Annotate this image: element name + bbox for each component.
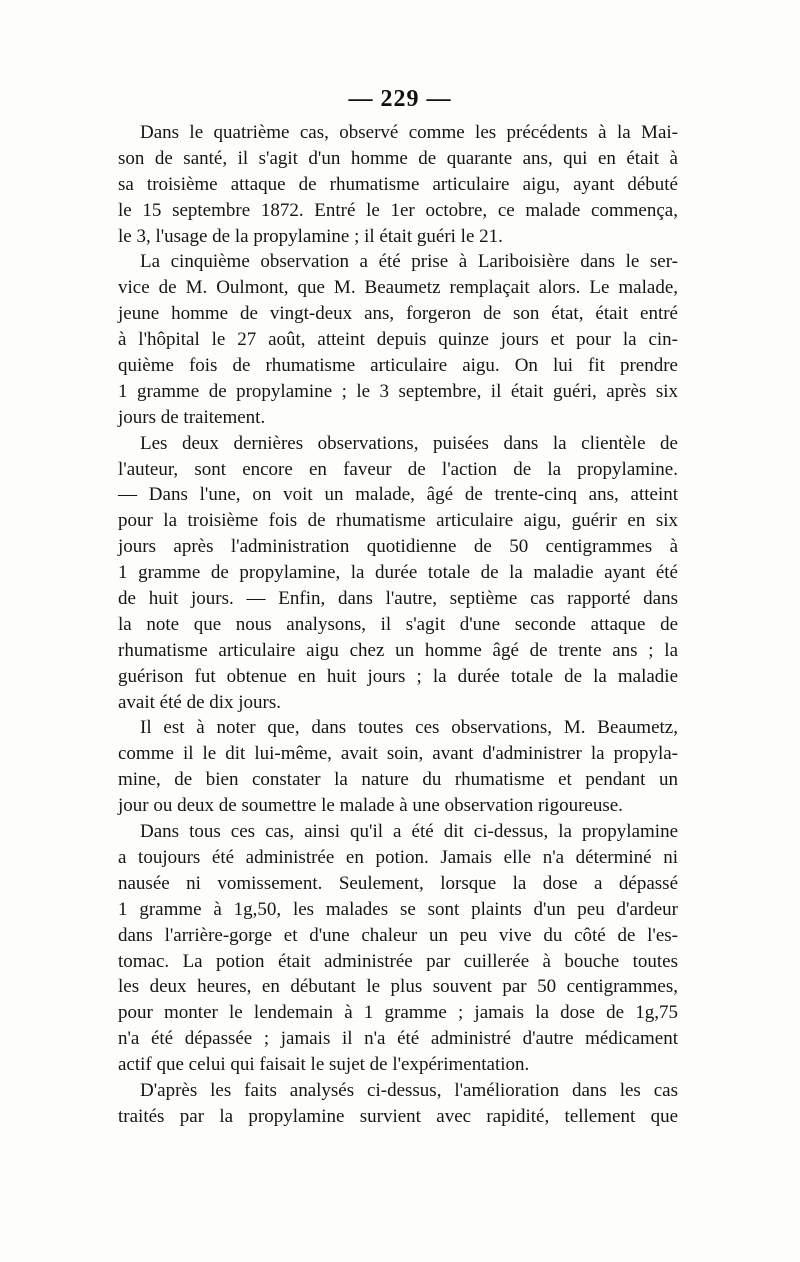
text-line: D'après les faits analysés ci-dessus, l'amélioration dans les cas <box>140 1079 678 1101</box>
text-line: quième fois de rhumatisme articulaire aigu. On lui fit prendre <box>118 355 678 377</box>
body-text <box>118 120 678 1130</box>
text-line: 1 gramme à 1g,50, les malades se sont plaints d'un peu d'ardeur <box>118 898 678 920</box>
text-line: la note que nous analysons, il s'agit d'une seconde attaque de <box>118 613 678 635</box>
text-line: — Dans l'une, on voit un malade, âgé de trente-cinq ans, atteint <box>118 484 678 506</box>
page-number: — 229 — <box>348 86 452 112</box>
text-line: avait été de dix jours. <box>118 691 282 713</box>
text-line: mine, de bien constater la nature du rhumatisme et pendant un <box>118 769 678 791</box>
text-line: vice de M. Oulmont, que M. Beaumetz remplaçait alors. Le malade, <box>118 277 678 299</box>
text-line: jeune homme de vingt-deux ans, forgeron de son état, était entré <box>118 303 678 325</box>
text-line: comme il le dit lui-même, avait soin, avant d'administrer la propyla- <box>118 743 678 765</box>
text-line: nausée ni vomissement. Seulement, lorsque la dose a dépassé <box>118 872 678 894</box>
text-line: 1 gramme de propylamine ; le 3 septembre, il était guéri, après six <box>118 380 678 402</box>
text-line: Dans tous ces cas, ainsi qu'il a été dit ci-dessus, la propylamine <box>140 821 678 843</box>
text-line: a toujours été administrée en potion. Jamais elle n'a déterminé ni <box>118 846 678 868</box>
text-line: Les deux dernières observations, puisées dans la clientèle de <box>140 432 678 454</box>
text-line: le 15 septembre 1872. Entré le 1er octobre, ce malade commença, <box>118 199 678 221</box>
text-line: 1 gramme de propylamine, la durée totale de la maladie ayant été <box>118 562 678 584</box>
text-line: guérison fut obtenue en huit jours ; la durée totale de la maladie <box>118 665 678 687</box>
text-line: de huit jours. — Enfin, dans l'autre, septième cas rapporté dans <box>118 588 678 610</box>
text-line: actif que celui qui faisait le sujet de l'expérimentation. <box>118 1054 530 1076</box>
text-line: tomac. La potion était administrée par cuillerée à bouche toutes <box>118 950 678 972</box>
text-line: Il est à noter que, dans toutes ces observations, M. Beaumetz, <box>140 717 678 739</box>
text-line: jours de traitement. <box>118 406 266 428</box>
text-line: traités par la propylamine survient avec rapidité, tellement que <box>118 1105 678 1127</box>
text-line: Dans le quatrième cas, observé comme les précédents à la Mai- <box>140 122 678 143</box>
text-line: pour la troisième fois de rhumatisme articulaire aigu, guérir en six <box>118 510 678 532</box>
text-line: dans l'arrière-gorge et d'une chaleur un peu vive du côté de l'es- <box>118 924 678 946</box>
text-line: sa troisième attaque de rhumatisme articulaire aigu, ayant débuté <box>118 173 678 195</box>
text-line: jours après l'administration quotidienne de 50 centigrammes à <box>118 536 678 558</box>
text-line: pour monter le lendemain à 1 gramme ; jamais la dose de 1g,75 <box>118 1002 678 1024</box>
text-line: le 3, l'usage de la propylamine ; il était guéri le 21. <box>118 225 503 247</box>
text-line: rhumatisme articulaire aigu chez un homme âgé de trente ans ; la <box>118 639 678 661</box>
text-line: La cinquième observation a été prise à Lariboisière dans le ser- <box>140 251 678 273</box>
text-line: à l'hôpital le 27 août, atteint depuis quinze jours et pour la cin- <box>118 329 678 351</box>
text-line: les deux heures, en débutant le plus souvent par 50 centigrammes, <box>118 976 678 998</box>
text-line: l'auteur, sont encore en faveur de l'action de la propylamine. <box>118 458 678 480</box>
text-line: n'a été dépassée ; jamais il n'a été administré d'autre médicament <box>118 1028 678 1050</box>
text-line: son de santé, il s'agit d'un homme de quarante ans, qui en était à <box>118 147 678 169</box>
text-line: jour ou deux de soumettre le malade à une observation rigoureuse. <box>118 795 623 817</box>
